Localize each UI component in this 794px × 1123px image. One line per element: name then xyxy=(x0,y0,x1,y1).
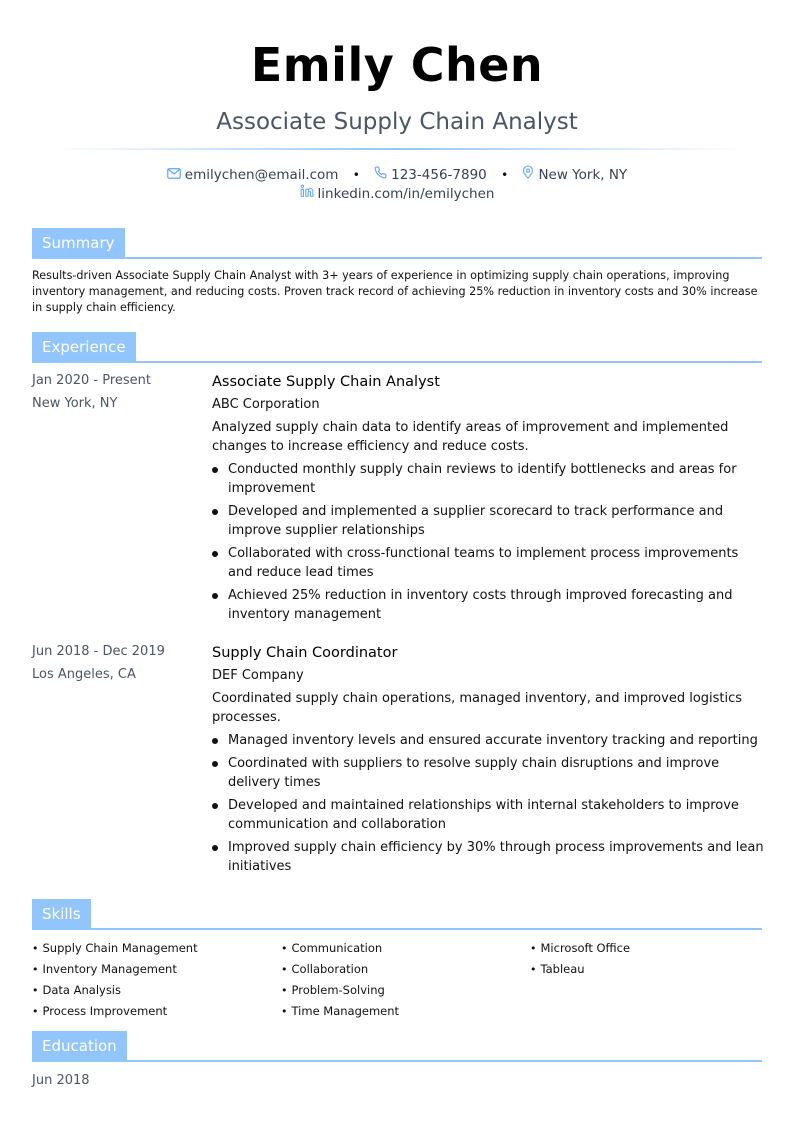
experience-bullet-text: Achieved 25% reduction in inventory costs through improved forecasting and inventory management xyxy=(228,588,733,622)
experience-bullet-text: Improved supply chain efficiency by 30% through process improvements and lean initiatives xyxy=(228,840,764,874)
experience-company: DEF Company xyxy=(212,668,304,683)
experience-bullet-text: Coordinated with suppliers to resolve supply chain disruptions and improve delivery times xyxy=(228,756,720,790)
skill-item xyxy=(32,959,272,980)
education-heading: Education xyxy=(32,1031,127,1061)
contact-separator: • xyxy=(352,168,360,182)
experience-bullet xyxy=(212,460,764,498)
skill-text: Process Improvement xyxy=(42,1004,168,1018)
skill-text: Inventory Management xyxy=(42,962,177,976)
experience-details xyxy=(212,642,764,880)
skills-heading: Skills xyxy=(32,899,91,929)
title-divider xyxy=(50,148,744,150)
skill-bullet: • xyxy=(32,1005,39,1018)
skill-bullet: • xyxy=(281,984,288,997)
skill-text: Data Analysis xyxy=(42,983,121,997)
bullet-dot-icon xyxy=(212,845,218,851)
skill-text: Problem-Solving xyxy=(291,983,385,997)
experience-date: Jan 2020 - Present xyxy=(32,373,151,388)
skill-text: Microsoft Office xyxy=(540,941,631,955)
experience-title: Supply Chain Coordinator xyxy=(212,645,398,661)
skill-bullet: • xyxy=(32,984,39,997)
skill-item xyxy=(32,1001,272,1022)
summary-heading: Summary xyxy=(32,228,125,258)
experience-bullet xyxy=(212,796,764,834)
contact-email[interactable] xyxy=(167,165,339,185)
education-divider xyxy=(32,1060,762,1062)
skill-text: Supply Chain Management xyxy=(42,941,198,955)
envelope-icon xyxy=(167,165,181,185)
experience-location: New York, NY xyxy=(32,396,118,411)
skill-text: Time Management xyxy=(291,1004,400,1018)
contact-linkedin[interactable] xyxy=(300,184,495,204)
skill-item xyxy=(530,938,770,959)
experience-bullet-text: Conducted monthly supply chain reviews to identify bottlenecks and areas for improvement xyxy=(228,462,737,496)
skills-column xyxy=(32,938,272,1022)
linkedin-text: linkedin.com/in/emilychen xyxy=(317,186,495,202)
skill-item xyxy=(281,938,521,959)
skill-item xyxy=(32,938,272,959)
skill-bullet: • xyxy=(32,963,39,976)
contact-separator: • xyxy=(501,168,509,182)
education-section-header xyxy=(32,1031,762,1063)
contact-phone[interactable] xyxy=(374,165,487,185)
experience-bullets xyxy=(212,460,764,624)
skill-item xyxy=(281,1001,521,1022)
experience-bullet-text: Developed and maintained relationships with internal stakeholders to improve communication and collaboration xyxy=(228,798,739,832)
map-pin-icon xyxy=(522,165,534,185)
skills-column xyxy=(281,938,521,1022)
experience-company: ABC Corporation xyxy=(212,397,320,412)
experience-title: Associate Supply Chain Analyst xyxy=(212,374,440,390)
experience-description: Analyzed supply chain data to identify areas of improvement and implemented changes to increase efficiency and reduce costs. xyxy=(212,420,729,454)
experience-divider xyxy=(32,361,762,363)
linkedin-icon xyxy=(300,184,314,204)
skill-item xyxy=(281,980,521,1001)
skill-item xyxy=(32,980,272,1001)
location-text: New York, NY xyxy=(538,167,628,183)
bullet-dot-icon xyxy=(212,803,218,809)
contact-location xyxy=(522,165,627,185)
bullet-dot-icon xyxy=(212,593,218,599)
bullet-dot-icon xyxy=(212,738,218,744)
experience-details xyxy=(212,371,764,628)
experience-heading: Experience xyxy=(32,332,136,362)
skill-bullet: • xyxy=(530,942,537,955)
experience-meta xyxy=(32,371,207,414)
experience-bullet xyxy=(212,586,764,624)
bullet-dot-icon xyxy=(212,551,218,557)
experience-bullet-text: Developed and implemented a supplier scorecard to track performance and improve supplier relationships xyxy=(228,504,724,538)
skill-text: Tableau xyxy=(540,962,585,976)
candidate-name: Emily Chen xyxy=(250,38,544,92)
experience-bullet xyxy=(212,731,764,750)
skill-bullet: • xyxy=(530,963,537,976)
skill-bullet: • xyxy=(32,942,39,955)
phone-icon xyxy=(374,165,387,185)
experience-bullet xyxy=(212,502,764,540)
candidate-title: Associate Supply Chain Analyst xyxy=(216,109,578,135)
skill-text: Communication xyxy=(291,941,383,955)
bullet-dot-icon xyxy=(212,509,218,515)
summary-divider xyxy=(32,257,762,259)
skills-column xyxy=(530,938,770,980)
skills-section-header xyxy=(32,899,762,931)
experience-bullet xyxy=(212,838,764,876)
experience-location: Los Angeles, CA xyxy=(32,667,136,682)
bullet-dot-icon xyxy=(212,761,218,767)
contact-row-secondary xyxy=(0,184,794,204)
experience-description: Coordinated supply chain operations, managed inventory, and improved logistics processes. xyxy=(212,691,743,725)
skill-bullet: • xyxy=(281,942,288,955)
skill-bullet: • xyxy=(281,1005,288,1018)
phone-text: 123-456-7890 xyxy=(391,167,487,183)
experience-bullet xyxy=(212,544,764,582)
experience-bullet-text: Collaborated with cross-functional teams to implement process improvements and reduce lead times xyxy=(228,546,739,580)
skill-text: Collaboration xyxy=(291,962,369,976)
experience-date: Jun 2018 - Dec 2019 xyxy=(32,644,165,659)
bullet-dot-icon xyxy=(212,467,218,473)
skill-item xyxy=(530,959,770,980)
email-text: emilychen@email.com xyxy=(184,167,339,183)
skill-bullet: • xyxy=(281,963,288,976)
experience-section-header xyxy=(32,332,762,364)
experience-bullet-text: Managed inventory levels and ensured accurate inventory tracking and reporting xyxy=(228,733,758,748)
experience-bullets xyxy=(212,731,764,876)
skills-divider xyxy=(32,928,762,930)
experience-meta xyxy=(32,642,207,685)
summary-section-header xyxy=(32,228,762,260)
experience-bullet xyxy=(212,754,764,792)
skill-item xyxy=(281,959,521,980)
summary-text: Results-driven Associate Supply Chain Analyst with 3+ years of experience in optimizing supply chain operations, improving inventory management, and reducing costs. Proven track record of achieving 25% reduction in inventory costs and 30% increase in supply chain efficiency. xyxy=(32,269,758,314)
contact-row-primary xyxy=(0,165,794,185)
education-date: Jun 2018 xyxy=(32,1073,90,1088)
